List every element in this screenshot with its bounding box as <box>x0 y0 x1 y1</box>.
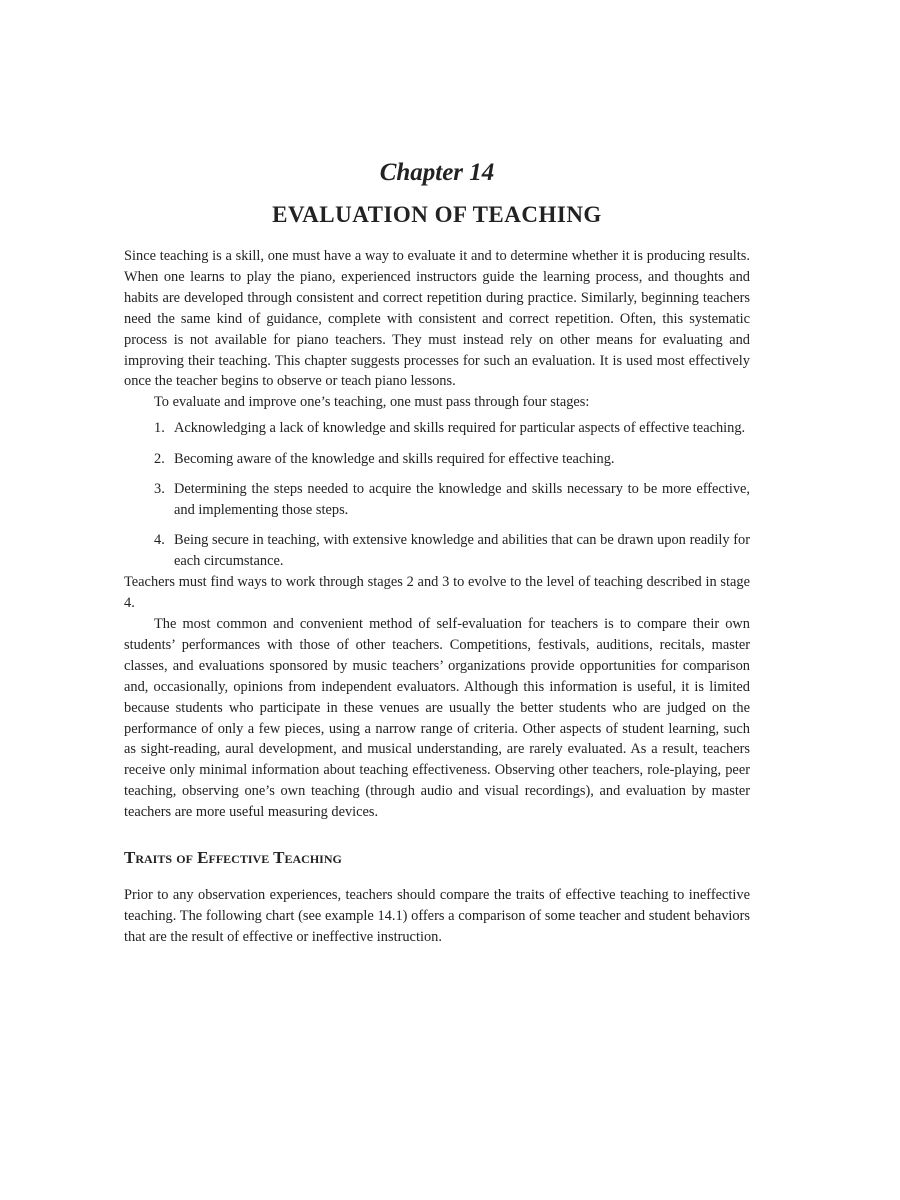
stage-text: Being secure in teaching, with extensive knowledge and abilities that can be drawn upon readily for each circumstance. <box>174 532 750 570</box>
section-heading: Traits of Effective Teaching <box>124 848 342 868</box>
stages-lead-paragraph: To evaluate and improve one’s teaching, one must pass through four stages: <box>154 394 590 411</box>
stage-item <box>154 530 750 572</box>
chapter-number: Chapter 14 <box>379 159 495 186</box>
stage-text: Becoming aware of the knowledge and skills required for effective teaching. <box>174 450 615 467</box>
chapter-title: EVALUATION OF TEACHING <box>272 202 602 227</box>
stage-item <box>154 418 750 439</box>
traits-intro-paragraph: Prior to any observation experiences, teachers should compare the traits of effective teaching to ineffective teaching. The following chart (see example 14.1) offers a comparison of some teacher and student behaviors that are the result of effective or ineffective instruction. <box>124 887 750 945</box>
stages-list <box>124 418 750 572</box>
stage-text: Determining the steps needed to acquire the knowledge and skills necessary to be more effective, and implementing those steps. <box>174 481 750 518</box>
intro-paragraph: Since teaching is a skill, one must have a way to evaluate it and to determine whether it is producing results. When one learns to play the piano, experienced instructors guide the learning process, and thoughts and habits are developed through consistent and correct repetition during practice. Similarly, beginning teachers need the same kind of guidance, complete with consistent and correct repetition. Often, this systematic process is not available for piano teachers. They must instead rely on other means for evaluating and improving their teaching. This chapter suggests processes for such an evaluation. It is used most effectively once the teacher begins to observe or teach piano lessons. <box>124 248 750 390</box>
stage-item <box>154 449 750 470</box>
self-evaluation-paragraph: The most common and convenient method of self-evaluation for teachers is to compare their own students’ performances with those of other teachers. Competitions, festivals, auditions, recitals, master classes, and evaluations sponsored by music teachers’ organizations provide opportunities for comparison and, occasionally, opinions from independent evaluators. Although this information is useful, it is limited because students who participate in these venues are usually the better students who are judged on the performance of only a few pieces, using a narrow range of criteria. Other aspects of student learning, such as sight-reading, aural development, and musical understanding, are rarely evaluated. As a result, teachers receive only minimal information about teaching effectiveness. Observing other teachers, role-playing, peer teaching, observing one’s own teaching (through audio and visual recordings), and evaluation by master teachers are more useful measuring devices. <box>124 616 750 821</box>
stage-item <box>154 479 750 521</box>
stage-number: 3. <box>154 481 165 498</box>
stage-number: 2. <box>154 450 165 467</box>
stage-text: Acknowledging a lack of knowledge and skills required for particular aspects of effective teaching. <box>174 420 746 437</box>
stage-number: 1. <box>154 420 165 437</box>
stage-number: 4. <box>154 532 165 549</box>
page-content <box>124 150 750 948</box>
after-stages-paragraph: Teachers must find ways to work through stages 2 and 3 to evolve to the level of teaching described in stage 4. <box>124 574 750 612</box>
